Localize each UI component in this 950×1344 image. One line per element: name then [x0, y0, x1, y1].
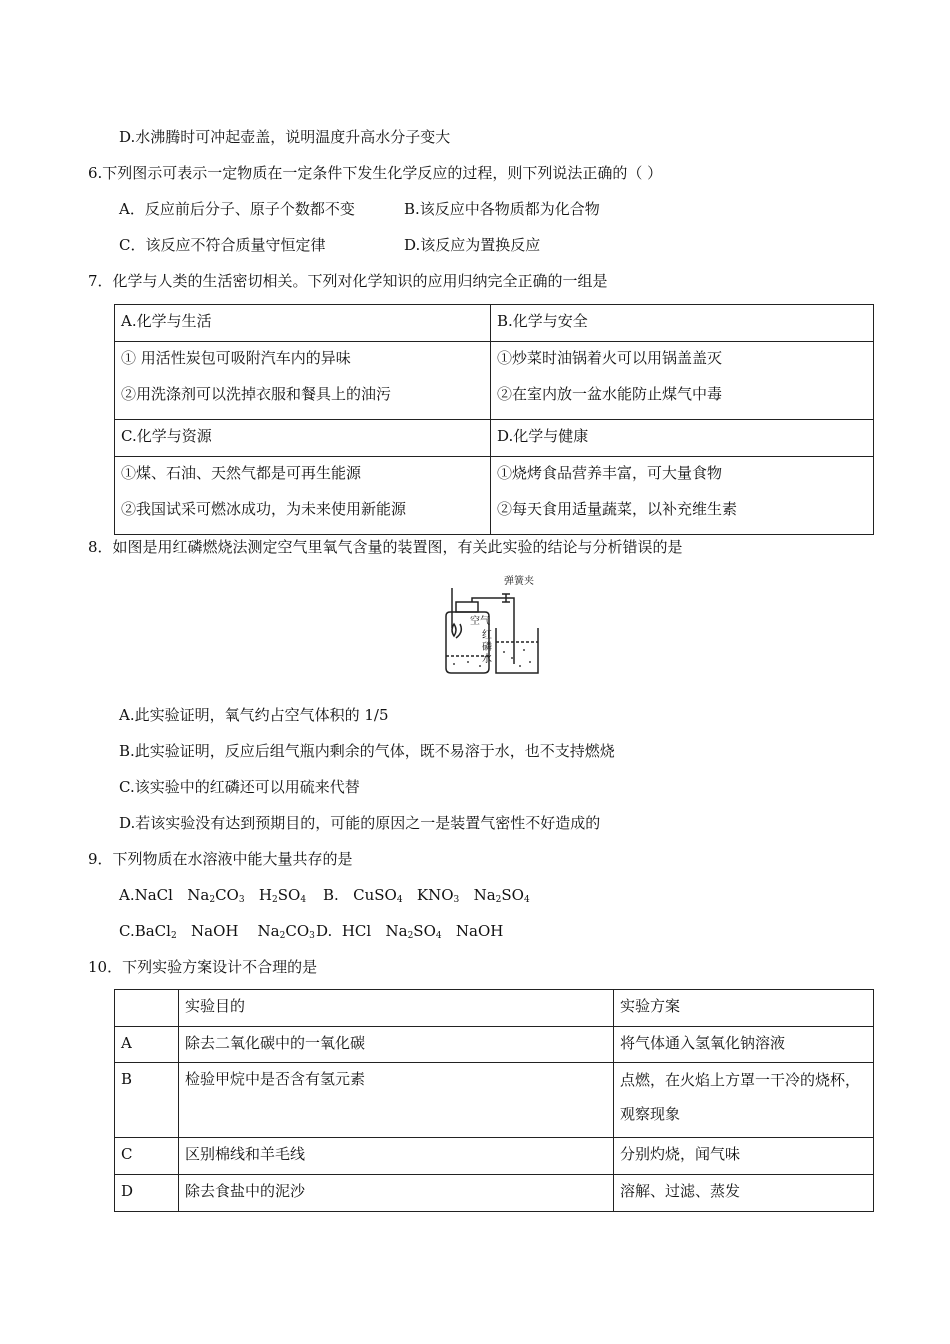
subscript: 2: [170, 931, 177, 941]
table-row: [115, 1063, 874, 1138]
formula: Na: [187, 886, 210, 904]
q10-header-plan: 实验方案: [614, 990, 874, 1027]
q10-header-blank: [115, 990, 179, 1027]
q8-option-a: A.此实验证明，氧气约占空气体积的 1/5: [119, 706, 389, 724]
formula: KNO: [416, 886, 454, 904]
q10-row-b-plan: 点燃，在火焰上方罩一干冷的烧杯，观察现象: [614, 1063, 874, 1138]
q7-d-item-1: ①烧烤食品营养丰富，可大量食物: [497, 464, 723, 482]
formula: SO: [413, 922, 436, 940]
q10-table: [114, 989, 874, 1212]
q6-option-d: D.该反应为置换反应: [404, 236, 541, 254]
formula: Na: [257, 922, 280, 940]
formula: NaOH: [455, 922, 504, 940]
q9-b-label: B.: [323, 886, 339, 904]
q9-option-a: [119, 885, 306, 910]
q10-row-c-plan: 分别灼烧，闻气味: [614, 1138, 874, 1175]
subscript: 3: [309, 931, 315, 941]
q8-option-c: C.该实验中的红磷还可以用硫来代替: [119, 778, 360, 796]
q10-row-d-label: D: [115, 1175, 179, 1212]
formula: NaCl: [134, 886, 173, 904]
q7-cell-d-content: [491, 457, 874, 535]
formula: SO: [277, 886, 301, 904]
q7-c-item-2: ②我国试采可燃冰成功，为未来使用新能源: [121, 500, 407, 518]
q7-c-item-1: ①煤、石油、天然气都是可再生能源: [121, 464, 362, 482]
q7-stem: 7．化学与人类的生活密切相关。下列对化学知识的应用归纳完全正确的一组是: [88, 272, 608, 290]
q7-cell-b-title: B.化学与安全: [491, 305, 874, 342]
label-air: 空气: [470, 616, 490, 627]
label-phosphorus: 磷: [482, 642, 492, 653]
subscript: 2: [279, 931, 286, 941]
q9-a-label: A.: [119, 886, 135, 904]
q10-row-d-purpose: 除去食盐中的泥沙: [179, 1175, 614, 1212]
q7-cell-a-title: A.化学与生活: [115, 305, 491, 342]
label-spring-clip: 弹簧夹: [504, 576, 534, 587]
label-red: 红: [482, 630, 492, 641]
subscript: 2: [209, 895, 216, 905]
subscript: 2: [495, 895, 502, 905]
q10-row-c-purpose: 区别棉线和羊毛线: [179, 1138, 614, 1175]
q9-option-b: [323, 885, 530, 910]
formula: H: [258, 886, 272, 904]
q7-cell-c-content: [115, 457, 491, 535]
q7-b-item-2: ②在室内放一盆水能防止煤气中毒: [497, 385, 723, 403]
label-water: 水: [482, 654, 492, 665]
q7-cell-c-title: C.化学与资源: [115, 420, 491, 457]
subscript: 3: [238, 895, 245, 905]
table-row: [115, 1138, 874, 1175]
q6-option-c: C．该反应不符合质量守恒定律: [119, 236, 326, 254]
q7-table: [114, 304, 874, 535]
q7-b-item-1: ①炒菜时油锅着火可以用锅盖盖灭: [497, 349, 723, 367]
table-row: [115, 1027, 874, 1063]
formula: NaOH: [191, 922, 239, 940]
formula: Na: [473, 886, 496, 904]
q6-stem: 6.下列图示可表示一定物质在一定条件下发生化学反应的过程，则下列说法正确的（ ）: [88, 164, 663, 182]
q8-option-d: D.若该实验没有达到预期目的，可能的原因之一是装置气密性不好造成的: [119, 814, 601, 832]
formula: HCl: [341, 922, 372, 940]
q6-option-b: B.该反应中各物质都为化合物: [404, 200, 600, 218]
q9-c-label: C.: [119, 922, 135, 940]
red-phosphorus-apparatus-figure: [434, 572, 544, 678]
q9-d-label: D.: [316, 922, 333, 940]
subscript: 2: [272, 895, 278, 905]
q7-d-item-2: ②每天食用适量蔬菜，以补充维生素: [497, 500, 738, 518]
q10-row-c-label: C: [115, 1138, 179, 1175]
q10-row-d-plan: 溶解、过滤、蒸发: [614, 1175, 874, 1212]
q8-stem: 8．如图是用红磷燃烧法测定空气里氧气含量的装置图，有关此实验的结论与分析错误的是: [88, 538, 683, 556]
q9-stem: 9．下列物质在水溶液中能大量共存的是: [88, 850, 353, 868]
q7-cell-b-content: [491, 342, 874, 420]
subscript: 3: [453, 895, 460, 905]
formula: SO: [501, 886, 524, 904]
q10-stem: 10．下列实验方案设计不合理的是: [88, 958, 318, 976]
q7-a-item-2: ②用洗涤剂可以洗掉衣服和餐具上的油污: [121, 385, 392, 403]
subscript: 2: [407, 931, 414, 941]
q10-row-a-purpose: 除去二氧化碳中的一氧化碳: [179, 1027, 614, 1063]
q5-option-d: D.水沸腾时可冲起壶盖，说明温度升高水分子变大: [119, 128, 451, 146]
q10-row-b-purpose: 检验甲烷中是否含有氢元素: [179, 1063, 614, 1138]
subscript: 4: [435, 931, 442, 941]
q10-row-b-label: B: [115, 1063, 179, 1138]
q7-cell-a-content: [115, 342, 491, 420]
formula: CO: [285, 922, 310, 940]
q10-row-a-plan: 将气体通入氢氧化钠溶液: [614, 1027, 874, 1063]
q9-option-d: [316, 921, 503, 946]
formula: CO: [215, 886, 239, 904]
q10-row-a-label: A: [115, 1027, 179, 1063]
subscript: 4: [396, 895, 403, 905]
subscript: 4: [523, 895, 530, 905]
q9-option-c: [119, 921, 315, 946]
subscript: 4: [300, 895, 307, 905]
q7-cell-d-title: D.化学与健康: [491, 420, 874, 457]
q8-option-b: B.此实验证明，反应后组气瓶内剩余的气体，既不易溶于水，也不支持燃烧: [119, 742, 615, 760]
q10-header-purpose: 实验目的: [179, 990, 614, 1027]
table-row: [115, 1175, 874, 1212]
formula: CuSO: [353, 886, 397, 904]
q7-a-item-1: ① 用活性炭包可吸附汽车内的异味: [121, 349, 351, 367]
q6-option-a: A．反应前后分子、原子个数都不变: [119, 200, 355, 218]
formula: BaCl: [134, 922, 171, 940]
formula: Na: [385, 922, 408, 940]
